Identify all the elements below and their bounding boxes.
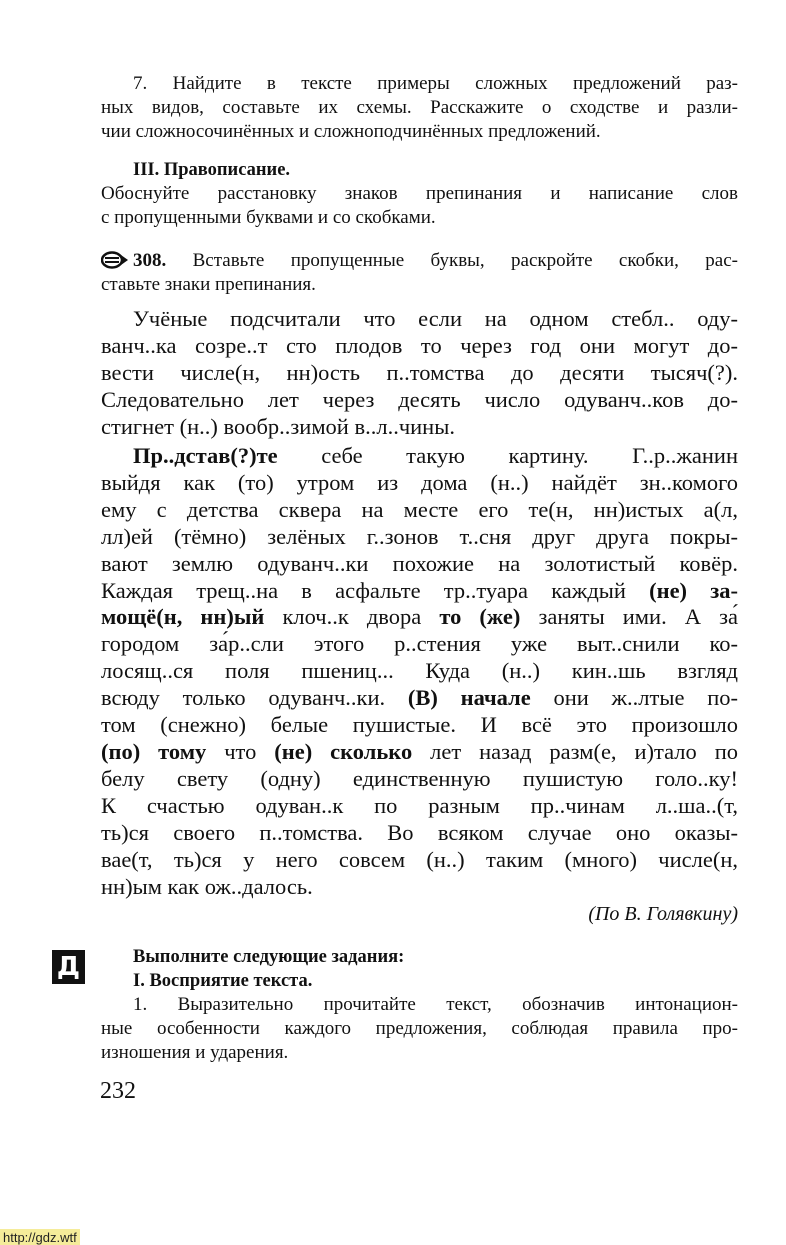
text-fragment: лет назад разм(е, и)тало по	[412, 738, 739, 764]
section-spelling	[101, 158, 738, 230]
text-fragment: всюду только одуванч..ки.	[101, 685, 408, 711]
text-fragment: вают землю одуванч..ки похожие на золотистый ковёр.	[101, 550, 738, 576]
text-line	[101, 793, 738, 820]
text-fragment: они ж..лтые по-	[530, 685, 738, 711]
text-line	[101, 766, 738, 793]
text-line: 7. Найдите в тексте примеры сложных предложений раз-	[133, 73, 738, 94]
page-number: 232	[100, 1078, 136, 1104]
text-line	[101, 578, 738, 605]
text-line: с пропущенными буквами и со скобками.	[101, 207, 436, 228]
paragraph-1	[101, 306, 738, 441]
text-line: изношения и ударения.	[101, 1042, 289, 1063]
text-line	[101, 387, 738, 414]
bold-fragment: (по) тому	[101, 738, 207, 764]
text-line	[101, 551, 738, 578]
bold-fragment: (не) сколько	[274, 738, 413, 764]
text-fragment: ванч..ка созре..т сто плодов то через год они могут до-	[101, 332, 738, 358]
text-line	[101, 631, 738, 658]
text-line	[101, 685, 738, 712]
text-line	[101, 306, 738, 333]
text-fragment: ть)ся своего п..томства. Во всяком случае оно оказы-	[101, 819, 738, 845]
text-line: Обоснуйте расстановку знаков препинания и написание слов	[101, 183, 738, 204]
bold-fragment: мощё(н, нн)ый	[101, 604, 265, 630]
text-line: ные особенности каждого предложения, соблюдая правила про-	[101, 1018, 738, 1039]
text-fragment: заняты ими. А за́	[520, 604, 738, 630]
text-line	[101, 470, 738, 497]
text-line: чии сложносочинённых и сложноподчинённых предложений.	[101, 121, 601, 142]
text-fragment: Каждая трещ..на в асфальте тр..туара каждый	[101, 577, 650, 603]
text-fragment: городом за́р..сли этого р..стения уже выт..снили ко-	[101, 631, 738, 657]
text-line	[101, 739, 738, 766]
bold-fragment: то (же)	[439, 604, 521, 630]
section-heading: III. Правописание.	[133, 160, 291, 180]
text-line	[101, 847, 738, 874]
text-line: ставьте знаки препинания.	[101, 274, 316, 295]
text-line	[101, 712, 738, 739]
tasks-block	[101, 945, 738, 1065]
task-d-icon: Д	[52, 950, 85, 984]
text-line	[101, 443, 738, 470]
text-fragment: белу свету (одну) единственную пушистую голо..ку!	[101, 765, 738, 791]
task-7	[101, 72, 738, 144]
text-fragment: вести числе(н, нн)ость п..томства до десяти тысяч(?).	[101, 359, 738, 385]
text-fragment: том (снежно) белые пушистые. И всё это произошло	[101, 712, 738, 738]
text-line	[101, 604, 738, 631]
text-fragment: лосящ..ся поля пшениц... Куда (н..) кин..шь взгляд	[101, 658, 738, 684]
text-fragment: себе такую картину. Г..р..жанин	[277, 443, 738, 468]
text-fragment: что	[206, 738, 275, 764]
attribution: (По В. Голявкину)	[588, 903, 738, 925]
exercise-308	[101, 249, 738, 297]
bold-fragment: Пр..дстав(?)те	[133, 443, 278, 468]
text-line: 1. Выразительно прочитайте текст, обозначив интонацион-	[133, 994, 738, 1015]
text-fragment: Учёные подсчитали что если на одном стебл.. оду-	[133, 306, 738, 331]
text-fragment: Следовательно лет через десять число одуванч..ков до-	[101, 386, 738, 412]
bold-fragment: (не) за-	[649, 577, 738, 603]
text-line	[101, 658, 738, 685]
bold-fragment: (В) начале	[407, 685, 531, 711]
tasks-heading: Выполните следующие задания:	[133, 947, 405, 967]
text-fragment: ему с детства сквера на месте его те(н, нн)истых а(л,	[101, 496, 738, 522]
paragraph-2	[101, 443, 738, 900]
text-fragment: стигнет (н..) вообр..зимой в..л..чины.	[101, 413, 455, 439]
text-line	[101, 820, 738, 847]
text-line	[101, 414, 738, 441]
text-line	[101, 497, 738, 524]
text-line	[101, 333, 738, 360]
text-fragment: выйдя как (то) утром из дома (н..) найдёт зн..комого	[101, 469, 738, 495]
text-line: ных видов, составьте их схемы. Расскажите о сходстве и разли-	[101, 97, 738, 118]
disk-icon	[101, 251, 129, 269]
text-line	[101, 874, 738, 901]
exercise-number: 308.	[133, 250, 167, 271]
text-fragment: клоч..к двора	[264, 604, 440, 630]
tasks-subheading: I. Восприятие текста.	[133, 971, 313, 991]
text-line	[101, 360, 738, 387]
text-fragment: лл)ей (тёмно) зелёных г..зонов т..сня друг друга покры-	[101, 523, 738, 549]
text-fragment: нн)ым как ож..далось.	[101, 873, 313, 899]
exercise-header	[101, 249, 738, 273]
exercise-instruction: Вставьте пропущенные буквы, раскройте скобки, рас-	[166, 250, 738, 271]
text-line	[101, 524, 738, 551]
watermark-link[interactable]: http://gdz.wtf	[0, 1229, 80, 1245]
text-fragment: вае(т, ть)ся у него совсем (н..) таким (много) числе(н,	[101, 846, 738, 872]
text-fragment: К счастью одуван..к по разным пр..чинам л..ша..(т,	[101, 792, 738, 818]
